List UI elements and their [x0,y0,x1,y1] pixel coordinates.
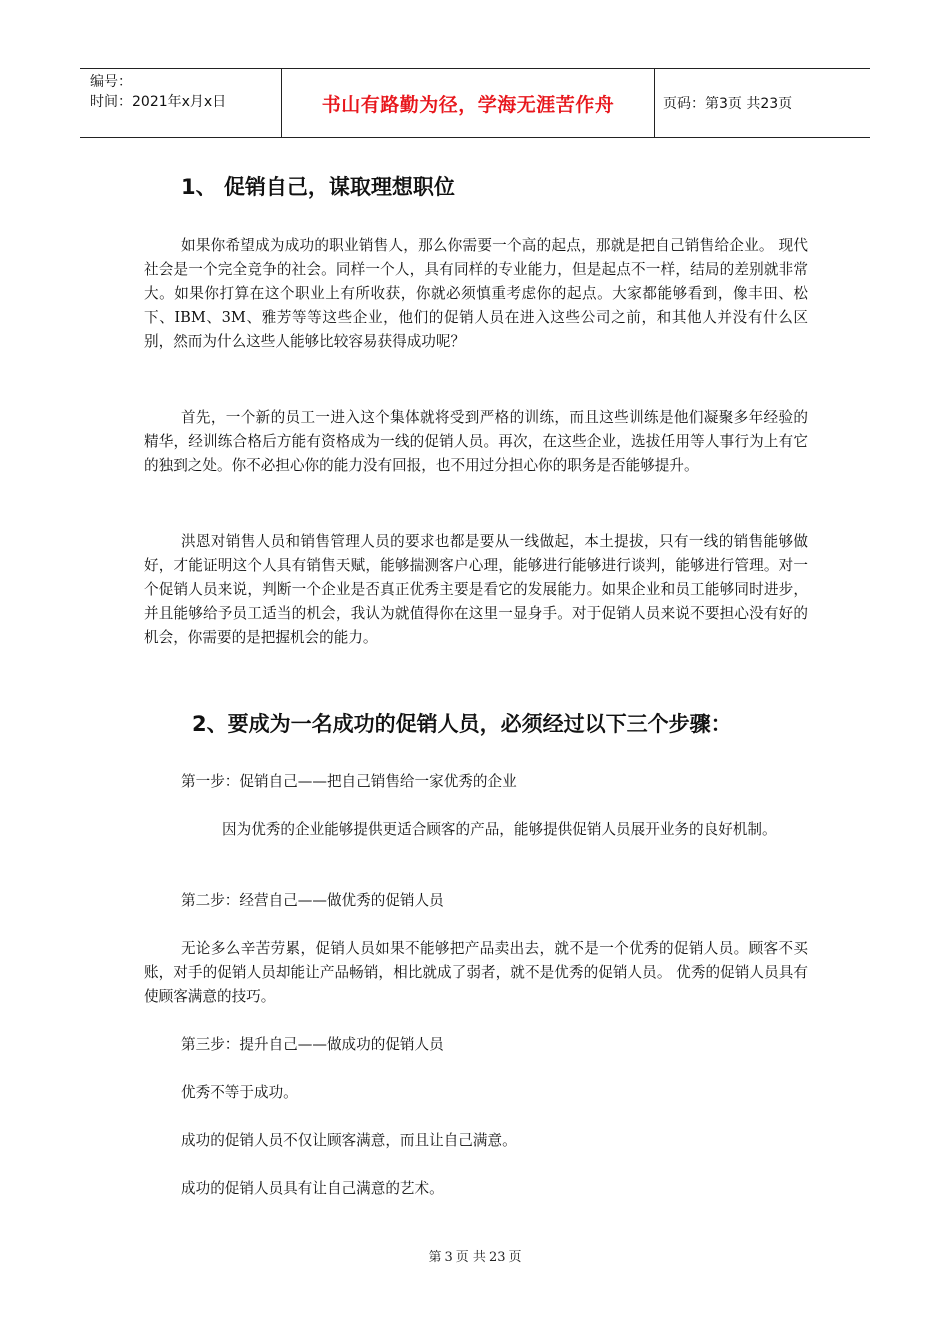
footer-middle: 页 共 [455,1250,486,1265]
section1-paragraph-2: 首先，一个新的员工一进入这个集体就将受到严格的训练，而且这些训练是他们凝聚多年经验的精华，经训练合格后方能有资格成为一线的促销人员。再次，在这些企业，选拔任用等人事行为上有它的独到之处。你不必担心你的能力没有回报，也不用过分担心你的职务是否能够提升。 [144,409,808,474]
step3-line-3: 成功的促销人员具有让自己满意的艺术。 [181,1180,444,1197]
section1-paragraph-3: 洪恩对销售人员和销售管理人员的要求也都是要从一线做起，本土提拔，只有一线的销售能够做好，才能证明这个人具有销售天赋，能够揣测客户心理，能够进行能够进行谈判，能够进行管理。对一个促销人员来说，判断一个企业是否真正优秀主要是看它的发展能力。如果企业和员工能够同时进步，并且能够给予员工适当的机会，我认为就值得你在这里一显身手。对于促销人员来说不要担心没有好的机会，你需要的是把握机会的能力。 [144,533,808,646]
section1-heading: 1、 促销自己，谋取理想职位 [181,175,455,199]
section1-paragraph-1: 如果你希望成为成功的职业销售人，那么你需要一个高的起点，那就是把自己销售给企业。 现代社会是一个完全竞争的社会。同样一个人，具有同样的专业能力，但是起点不一样，结局的差别就非常大。如果你打算在这个职业上有所收获，你就必须慎重考虑你的起点。大家都能够看到，像丰田、松下、IBM、3M、雅芳等等这些企业，他们的促销人员在进入这些公司之前，和其他人并没有什么区别，然而为什么这些人能够比较容易获得成功呢？ [144,237,808,350]
header-page-label: 页码：第3页 共23页 [663,96,793,112]
section2-heading: 2、要成为一名成功的促销人员，必须经过以下三个步骤： [192,712,732,736]
step2-text: 无论多么辛苦劳累，促销人员如果不能够把产品卖出去，就不是一个优秀的促销人员。顾客不买账，对手的促销人员却能让产品畅销，相比就成了弱者，就不是优秀的促销人员。 优秀的促销人员具有使顾客满意的技巧。 [144,940,808,1005]
document-header [80,68,870,138]
footer-total-pages: 23 [488,1250,506,1265]
document-date-label: 时间：2021年x月x日 [90,94,227,110]
step3-line-2: 成功的促销人员不仅让顾客满意，而且让自己满意。 [181,1132,517,1149]
document-number-label: 编号： [90,74,132,90]
page-footer [0,1246,950,1265]
step2-title: 第二步：经营自己——做优秀的促销人员 [181,892,444,909]
footer-prefix: 第 [428,1250,442,1265]
header-motto: 书山有路勤为径，学海无涯苦作舟 [282,69,655,137]
step3-title: 第三步：提升自己——做成功的促销人员 [181,1036,444,1053]
header-meta-cell [80,69,282,137]
footer-page-number: 3 [444,1250,453,1265]
step1-title: 第一步：促销自己——把自己销售给一家优秀的企业 [181,773,517,790]
footer-suffix: 页 [508,1250,522,1265]
step1-text: 因为优秀的企业能够提供更适合顾客的产品，能够提供促销人员展开业务的良好机制。 [222,821,777,838]
step3-line-1: 优秀不等于成功。 [181,1084,298,1101]
